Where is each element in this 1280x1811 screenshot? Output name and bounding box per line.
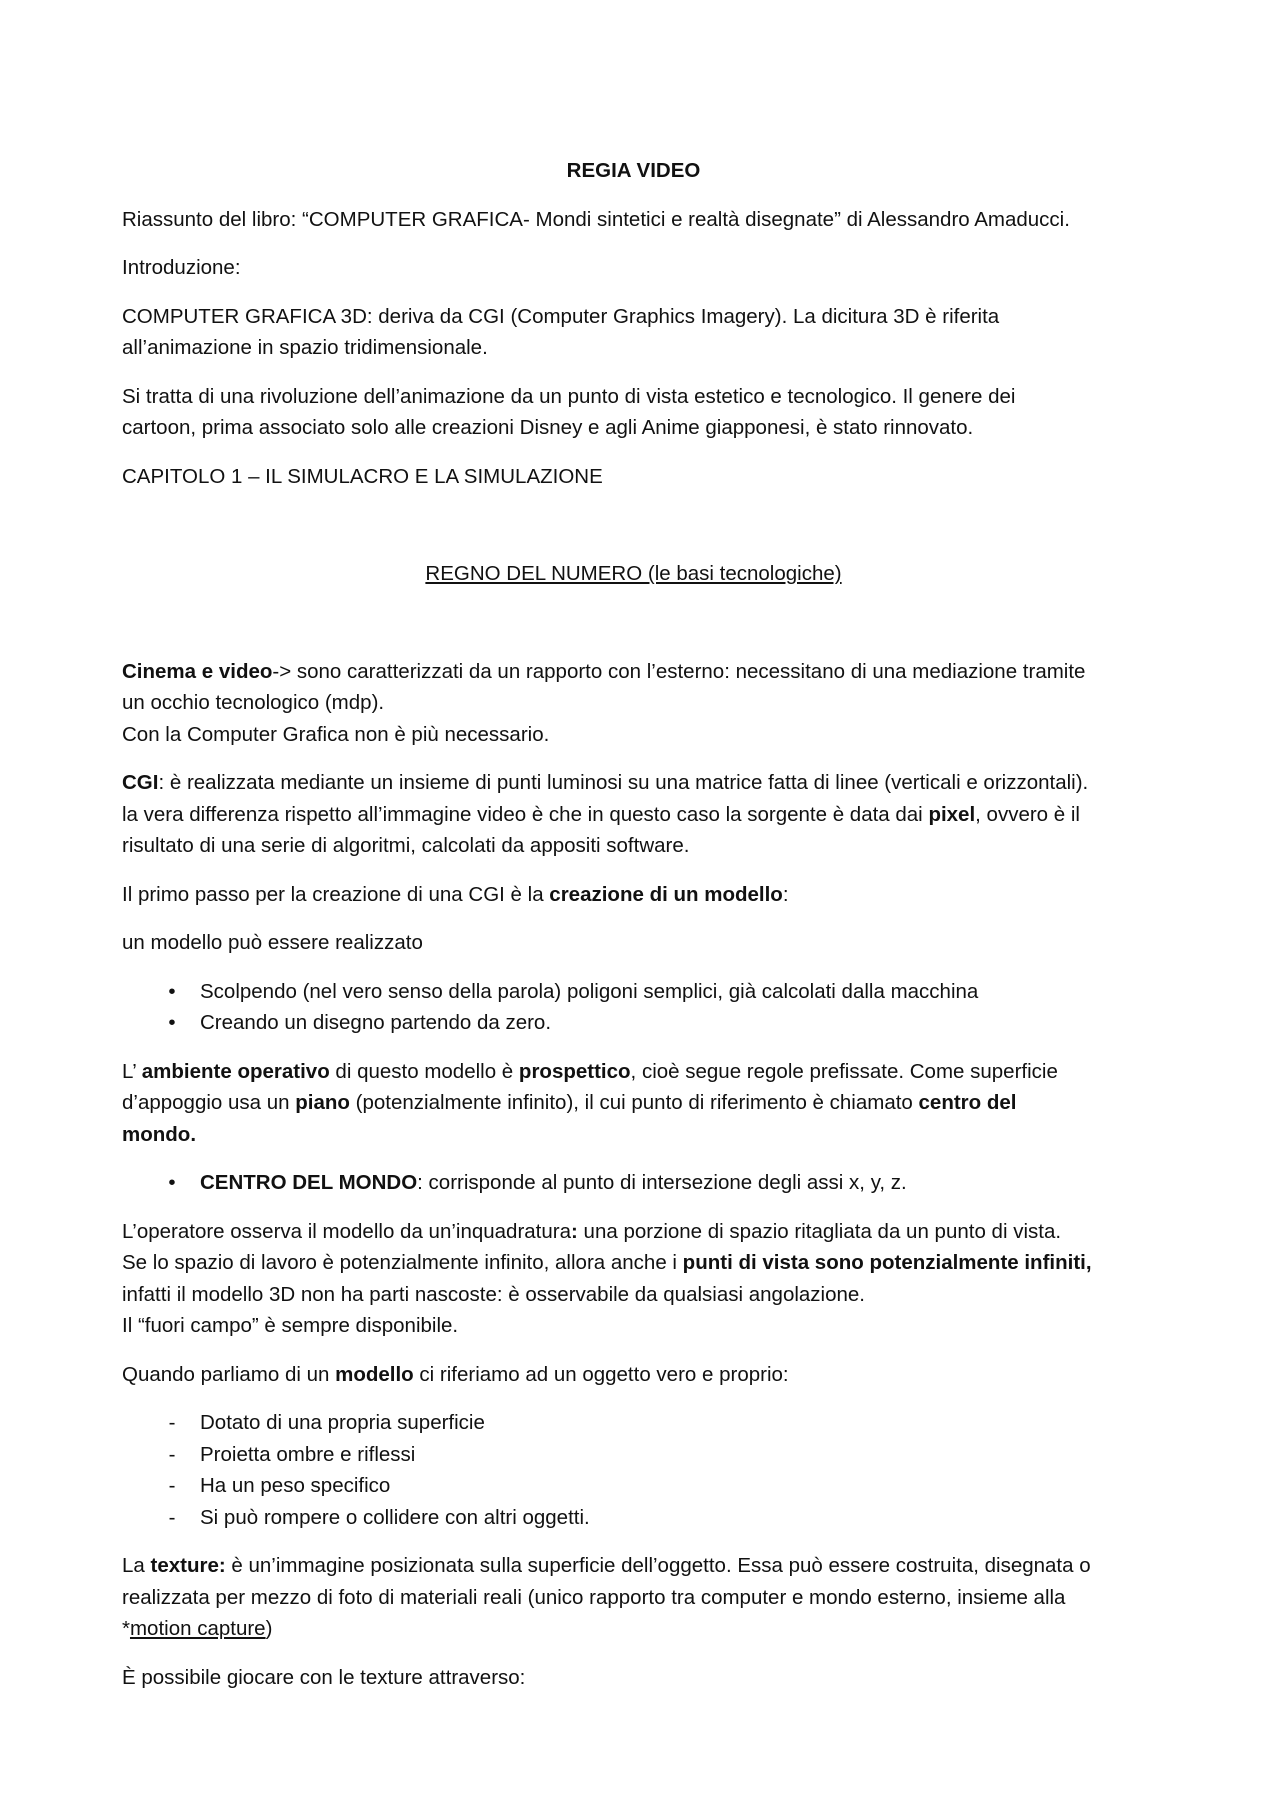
document-title: REGIA VIDEO <box>566 159 701 182</box>
list-item <box>122 1007 1145 1039</box>
underlined-term: motion capture <box>129 1617 266 1640</box>
dash-marker: - <box>168 1474 176 1497</box>
text-run: è un’immagine posizionata sulla superficie dell’oggetto. Essa può essere costruita, disegnata o <box>225 1554 1091 1577</box>
chapter-heading: CAPITOLO 1 – IL SIMULACRO E LA SIMULAZIONE <box>122 464 603 488</box>
list-item <box>122 1502 1145 1534</box>
list-item <box>122 1470 1145 1502</box>
bold-term: prospettico <box>518 1059 631 1083</box>
text-run: (potenzialmente infinito), il cui punto di riferimento è chiamato <box>349 1091 919 1114</box>
list-item-text: Proietta ombre e riflessi <box>200 1442 416 1466</box>
text-run: la vera differenza rispetto all’immagine video è che in questo caso la sorgente è data dai <box>122 802 929 826</box>
text-line: Il “fuori campo” è sempre disponibile. <box>122 1314 459 1337</box>
paragraph-cgi-3d <box>122 301 1145 364</box>
paragraph-environment <box>122 1056 1145 1151</box>
text-run: La <box>122 1554 151 1577</box>
bold-term: pixel <box>928 802 976 826</box>
text-line: infatti il modello 3D non ha parti nascoste: è osservabile da qualsiasi angolazione. <box>122 1282 866 1306</box>
text-line: COMPUTER GRAFICA 3D: deriva da CGI (Computer Graphics Imagery). La dicitura 3D è riferita <box>122 304 1000 328</box>
list-item <box>122 1407 1145 1439</box>
list-item-text: Ha un peso specifico <box>200 1474 391 1497</box>
paragraph-model-intro: un modello può essere realizzato <box>122 931 423 954</box>
text-run: L’ <box>122 1059 142 1083</box>
text-run: d’appoggio usa un <box>122 1091 296 1114</box>
text-line: Con la Computer Grafica non è più necessario. <box>122 722 550 746</box>
text-run: , cioè segue regole prefissate. Come superficie <box>630 1059 1058 1083</box>
text-run: : <box>782 882 789 906</box>
bold-term: piano <box>295 1091 350 1114</box>
bold-term: Cinema e video <box>122 659 273 683</box>
text-run: Quando parliamo di un <box>122 1362 336 1386</box>
bold-term: : <box>571 1219 578 1243</box>
text-run: Il primo passo per la creazione di una CGI è la <box>122 882 550 906</box>
bullet-marker: • <box>168 1011 176 1034</box>
text-line: un occhio tecnologico (mdp). <box>122 691 385 714</box>
dash-marker: - <box>168 1442 176 1466</box>
dash-marker: - <box>168 1505 176 1529</box>
text-run: * <box>122 1617 130 1640</box>
bold-term: CENTRO DEL MONDO <box>200 1171 418 1194</box>
paragraph-texture-play: È possibile giocare con le texture attraverso: <box>122 1665 526 1689</box>
text-line: cartoon, prima associato solo alle creazioni Disney e agli Anime giapponesi, è stato rinnovato. <box>122 416 974 439</box>
paragraph-first-step <box>122 879 1145 911</box>
paragraph-cgi <box>122 767 1145 862</box>
text-run: L’operatore osserva il modello da un’inquadratura <box>122 1219 572 1243</box>
text-line: risultato di una serie di algoritmi, calcolati da appositi software. <box>122 834 690 857</box>
bullet-list-model-ways <box>122 976 1145 1039</box>
paragraph-cinema-video <box>122 656 1145 751</box>
list-item <box>122 1439 1145 1471</box>
text-run: Se lo spazio di lavoro è potenzialmente infinito, allora anche i <box>122 1251 683 1274</box>
list-item <box>122 976 1145 1008</box>
paragraph-model-definition <box>122 1359 1145 1391</box>
section-heading: REGNO DEL NUMERO (le basi tecnologiche) <box>425 562 842 585</box>
text-run: ) <box>265 1617 273 1640</box>
paragraph-operator <box>122 1216 1145 1342</box>
intro-heading: Introduzione: <box>122 256 241 279</box>
bold-term: texture: <box>150 1554 226 1577</box>
dash-marker: - <box>168 1411 176 1434</box>
text-line: realizzata per mezzo di foto di materiali reali (unico rapporto tra computer e mondo esterno, insieme alla <box>122 1585 1066 1609</box>
bold-term: modello <box>335 1362 414 1386</box>
book-summary-line: Riassunto del libro: “COMPUTER GRAFICA- Mondi sintetici e realtà disegnate” di Alessandro Amaducci. <box>122 207 1070 231</box>
text-run: : è realizzata mediante un insieme di punti luminosi su una matrice fatta di linee (verticali e orizzontali). <box>158 771 1089 794</box>
text-run: una porzione di spazio ritagliata da un punto di vista. <box>577 1219 1062 1243</box>
text-run: -> sono caratterizzati da un rapporto con l’esterno: necessitano di una mediazione tramite <box>272 659 1086 683</box>
text-run: di questo modello è <box>329 1059 519 1083</box>
bold-term: punti di vista sono potenzialmente infiniti, <box>682 1251 1092 1274</box>
text-run: ci riferiamo ad un oggetto vero e proprio: <box>413 1362 789 1386</box>
text-line: all’animazione in spazio tridimensionale. <box>122 336 488 359</box>
dash-list-model-properties <box>122 1407 1145 1533</box>
bullet-marker: • <box>168 979 176 1003</box>
bullet-list-world-center <box>122 1167 1145 1199</box>
list-item-text: Scolpendo (nel vero senso della parola) poligoni semplici, già calcolati dalla macchina <box>200 979 979 1003</box>
list-item-text: Dotato di una propria superficie <box>200 1411 485 1434</box>
bold-term: mondo. <box>122 1122 197 1146</box>
text-line: Si tratta di una rivoluzione dell’animazione da un punto di vista estetico e tecnologico. Il genere dei <box>122 384 1016 408</box>
paragraph-revolution <box>122 381 1145 444</box>
list-item-text: : corrisponde al punto di intersezione degli assi x, y, z. <box>417 1171 907 1194</box>
list-item-text: Si può rompere o collidere con altri oggetti. <box>200 1505 590 1529</box>
list-item-text: Creando un disegno partendo da zero. <box>200 1011 552 1034</box>
text-run: , ovvero è il <box>975 802 1080 826</box>
list-item <box>122 1167 1145 1199</box>
bullet-marker: • <box>168 1171 176 1194</box>
paragraph-texture <box>122 1550 1145 1645</box>
bold-term: CGI <box>122 771 159 794</box>
bold-term: ambiente operativo <box>141 1059 330 1083</box>
bold-term: centro del <box>918 1091 1017 1114</box>
bold-term: creazione di un modello <box>549 882 783 906</box>
